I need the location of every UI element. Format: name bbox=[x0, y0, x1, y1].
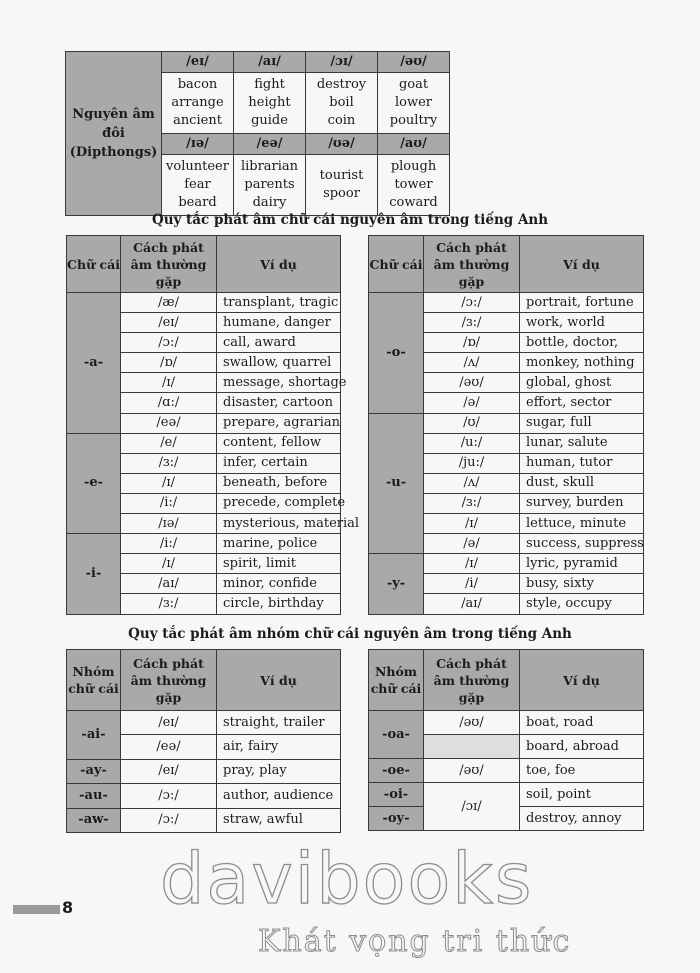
diphthong-symbol: /əʊ/ bbox=[378, 52, 450, 73]
example-cell: beneath, before bbox=[217, 473, 341, 493]
example-cell: transplant, tragic bbox=[217, 293, 341, 313]
diphthong-symbol: /eɪ/ bbox=[162, 52, 234, 73]
sound-cell: /eə/ bbox=[121, 735, 217, 759]
example-cell: swallow, quarrel bbox=[217, 353, 341, 373]
header-sound: Cách phát âm thường gặp bbox=[121, 650, 217, 711]
sound-cell: /ɔ:/ bbox=[424, 293, 520, 313]
sound-cell: /ə/ bbox=[424, 393, 520, 413]
example-cell: call, award bbox=[217, 333, 341, 353]
header-sound: Cách phát âm thường gặp bbox=[121, 236, 217, 293]
example-cell: toe, foe bbox=[520, 759, 644, 783]
group-cell: -oa- bbox=[369, 711, 424, 759]
example-cell: spirit, limit bbox=[217, 554, 341, 574]
example-cell: busy, sixty bbox=[520, 574, 644, 594]
header-example: Ví dụ bbox=[520, 650, 644, 711]
vowel-letter-table-left bbox=[66, 235, 360, 615]
page-number: 8 bbox=[62, 898, 74, 917]
example-cell: straight, trailer bbox=[217, 711, 341, 735]
example-cell: board, abroad bbox=[520, 735, 644, 759]
example-cell: portrait, fortune bbox=[520, 293, 644, 313]
sound-cell: /e/ bbox=[121, 433, 217, 453]
diphthong-words: librarian parents dairy bbox=[234, 155, 306, 216]
example-cell: minor, confide bbox=[217, 574, 341, 594]
group-cell: -oi- bbox=[369, 783, 424, 807]
sound-cell: /ɑ:/ bbox=[121, 393, 217, 413]
sound-cell: /ɜ:/ bbox=[121, 594, 217, 614]
letter-cell: -au- bbox=[67, 784, 121, 808]
example-cell: precede, complete bbox=[217, 493, 341, 513]
vowel-letter-table-right bbox=[368, 235, 644, 615]
section-heading: Quy tắc phát âm nhóm chữ cái nguyên âm trong tiếng Anh bbox=[128, 626, 572, 642]
sound-cell: /əʊ/ bbox=[424, 373, 520, 393]
example-cell: pray, play bbox=[217, 759, 341, 783]
header-example: Ví dụ bbox=[217, 236, 341, 293]
sound-cell: /ɒ/ bbox=[424, 333, 520, 353]
example-cell: dust, skull bbox=[520, 473, 644, 493]
sound-cell: /ɔ:/ bbox=[121, 333, 217, 353]
sound-cell: /æ/ bbox=[121, 293, 217, 313]
sound-cell: /ɪ/ bbox=[121, 473, 217, 493]
sound-cell: /ɔ:/ bbox=[121, 784, 217, 808]
sound-cell: /ɪ/ bbox=[121, 373, 217, 393]
sound-cell: /ɪ/ bbox=[121, 554, 217, 574]
sound-cell: /ʌ/ bbox=[424, 473, 520, 493]
sound-cell: /eɪ/ bbox=[121, 711, 217, 735]
example-cell: lunar, salute bbox=[520, 433, 644, 453]
diphthong-symbol: /ɔɪ/ bbox=[306, 52, 378, 73]
section-heading: Quy tắc phát âm chữ cái nguyên âm trong tiếng Anh bbox=[151, 212, 549, 228]
example-cell: air, fairy bbox=[217, 735, 341, 759]
example-cell: effort, sector bbox=[520, 393, 644, 413]
sound-cell: /ju:/ bbox=[424, 453, 520, 473]
sound-cell: /ɔɪ/ bbox=[424, 783, 520, 831]
diphthong-symbol: /aʊ/ bbox=[378, 134, 450, 155]
letter-cell: -i- bbox=[67, 534, 121, 614]
example-cell: content, fellow bbox=[217, 433, 341, 453]
sound-cell: /i:/ bbox=[121, 493, 217, 513]
example-cell: lyric, pyramid bbox=[520, 554, 644, 574]
diphthong-label: Nguyên âm đôi (Dipthongs) bbox=[66, 52, 162, 216]
sound-cell: /ə/ bbox=[424, 534, 520, 554]
sound-cell: /ɜ:/ bbox=[424, 313, 520, 333]
watermark-brand: davibooks bbox=[160, 838, 534, 920]
header-sound: Cách phát âm thường gặp bbox=[424, 236, 520, 293]
vowel-group-table-right bbox=[368, 649, 644, 831]
example-cell: prepare, agrarian bbox=[217, 413, 341, 433]
example-cell: disaster, cartoon bbox=[217, 393, 341, 413]
example-cell: bottle, doctor, bbox=[520, 333, 644, 353]
letter-cell: -aw- bbox=[67, 808, 121, 832]
example-cell: message, shortage bbox=[217, 373, 341, 393]
sound-cell: /aɪ/ bbox=[121, 574, 217, 594]
example-cell: author, audience bbox=[217, 784, 341, 808]
example-cell: boat, road bbox=[520, 711, 644, 735]
example-cell: mysterious, material bbox=[217, 514, 341, 534]
sound-cell: /ɜ:/ bbox=[121, 453, 217, 473]
sound-cell: /ɜ:/ bbox=[424, 493, 520, 513]
diphthong-symbol: /ʊə/ bbox=[306, 134, 378, 155]
sound-cell: /eə/ bbox=[121, 413, 217, 433]
sound-cell: /əʊ/ bbox=[424, 711, 520, 735]
diphthong-symbol: /ɪə/ bbox=[162, 134, 234, 155]
letter-cell: -e- bbox=[67, 433, 121, 533]
group-cell: -oe- bbox=[369, 759, 424, 783]
vowel-group-table-left bbox=[66, 649, 341, 833]
example-cell: survey, burden bbox=[520, 493, 644, 513]
letter-cell: -o- bbox=[369, 293, 424, 414]
sound-cell: /ɪə/ bbox=[121, 514, 217, 534]
sound-cell: /ʌ/ bbox=[424, 353, 520, 373]
example-cell: soil, point bbox=[520, 783, 644, 807]
sound-cell: /ɪ/ bbox=[424, 514, 520, 534]
sound-cell: /i/ bbox=[424, 574, 520, 594]
sound-cell: /u:/ bbox=[424, 433, 520, 453]
watermark-slogan: Khát vọng tri thức bbox=[258, 924, 572, 959]
sound-cell: /eɪ/ bbox=[121, 313, 217, 333]
group-cell: -oy- bbox=[369, 807, 424, 831]
sound-cell: /i:/ bbox=[121, 534, 217, 554]
example-cell: success, suppress bbox=[520, 534, 644, 554]
sound-cell: /ʊ/ bbox=[424, 413, 520, 433]
letter-cell: -ay- bbox=[67, 759, 121, 783]
header-example: Ví dụ bbox=[217, 650, 341, 711]
header-example: Ví dụ bbox=[520, 236, 644, 293]
diphthong-symbol: /eə/ bbox=[234, 134, 306, 155]
sound-cell: /ɔ:/ bbox=[121, 808, 217, 832]
header-letter: Chữ cái bbox=[67, 236, 121, 293]
sound-cell: /əʊ/ bbox=[424, 759, 520, 783]
example-cell: circle, birthday bbox=[217, 594, 341, 614]
example-cell: humane, danger bbox=[217, 313, 341, 333]
sound-cell bbox=[424, 735, 520, 759]
sound-cell: /aɪ/ bbox=[424, 594, 520, 614]
example-cell: global, ghost bbox=[520, 373, 644, 393]
letter-cell: -y- bbox=[369, 554, 424, 614]
header-group: Nhóm chữ cái bbox=[67, 650, 121, 711]
diphthong-words: plough tower coward bbox=[378, 155, 450, 216]
letter-cell: -u- bbox=[369, 413, 424, 554]
page-number-bar bbox=[13, 905, 60, 914]
example-cell: style, occupy bbox=[520, 594, 644, 614]
sound-cell: /eɪ/ bbox=[121, 759, 217, 783]
diphthong-words: destroy boil coin bbox=[306, 73, 378, 134]
example-cell: work, world bbox=[520, 313, 644, 333]
example-cell: marine, police bbox=[217, 534, 341, 554]
header-group: Nhóm chữ cái bbox=[369, 650, 424, 711]
diphthong-words: goat lower poultry bbox=[378, 73, 450, 134]
diphthong-words: volunteer fear beard bbox=[162, 155, 234, 216]
example-cell: lettuce, minute bbox=[520, 514, 644, 534]
example-cell: infer, certain bbox=[217, 453, 341, 473]
example-cell: destroy, annoy bbox=[520, 807, 644, 831]
letter-cell: -ai- bbox=[67, 711, 121, 760]
diphthong-words: tourist spoor bbox=[306, 155, 378, 216]
example-cell: monkey, nothing bbox=[520, 353, 644, 373]
diphthong-words: fight height guide bbox=[234, 73, 306, 134]
sound-cell: /ɪ/ bbox=[424, 554, 520, 574]
example-cell: human, tutor bbox=[520, 453, 644, 473]
example-cell: sugar, full bbox=[520, 413, 644, 433]
letter-cell: -a- bbox=[67, 293, 121, 434]
header-sound: Cách phát âm thường gặp bbox=[424, 650, 520, 711]
diphthong-words: bacon arrange ancient bbox=[162, 73, 234, 134]
example-cell: straw, awful bbox=[217, 808, 341, 832]
diphthong-symbol: /aɪ/ bbox=[234, 52, 306, 73]
header-letter: Chữ cái bbox=[369, 236, 424, 293]
diphthong-table bbox=[65, 51, 450, 216]
sound-cell: /ɒ/ bbox=[121, 353, 217, 373]
